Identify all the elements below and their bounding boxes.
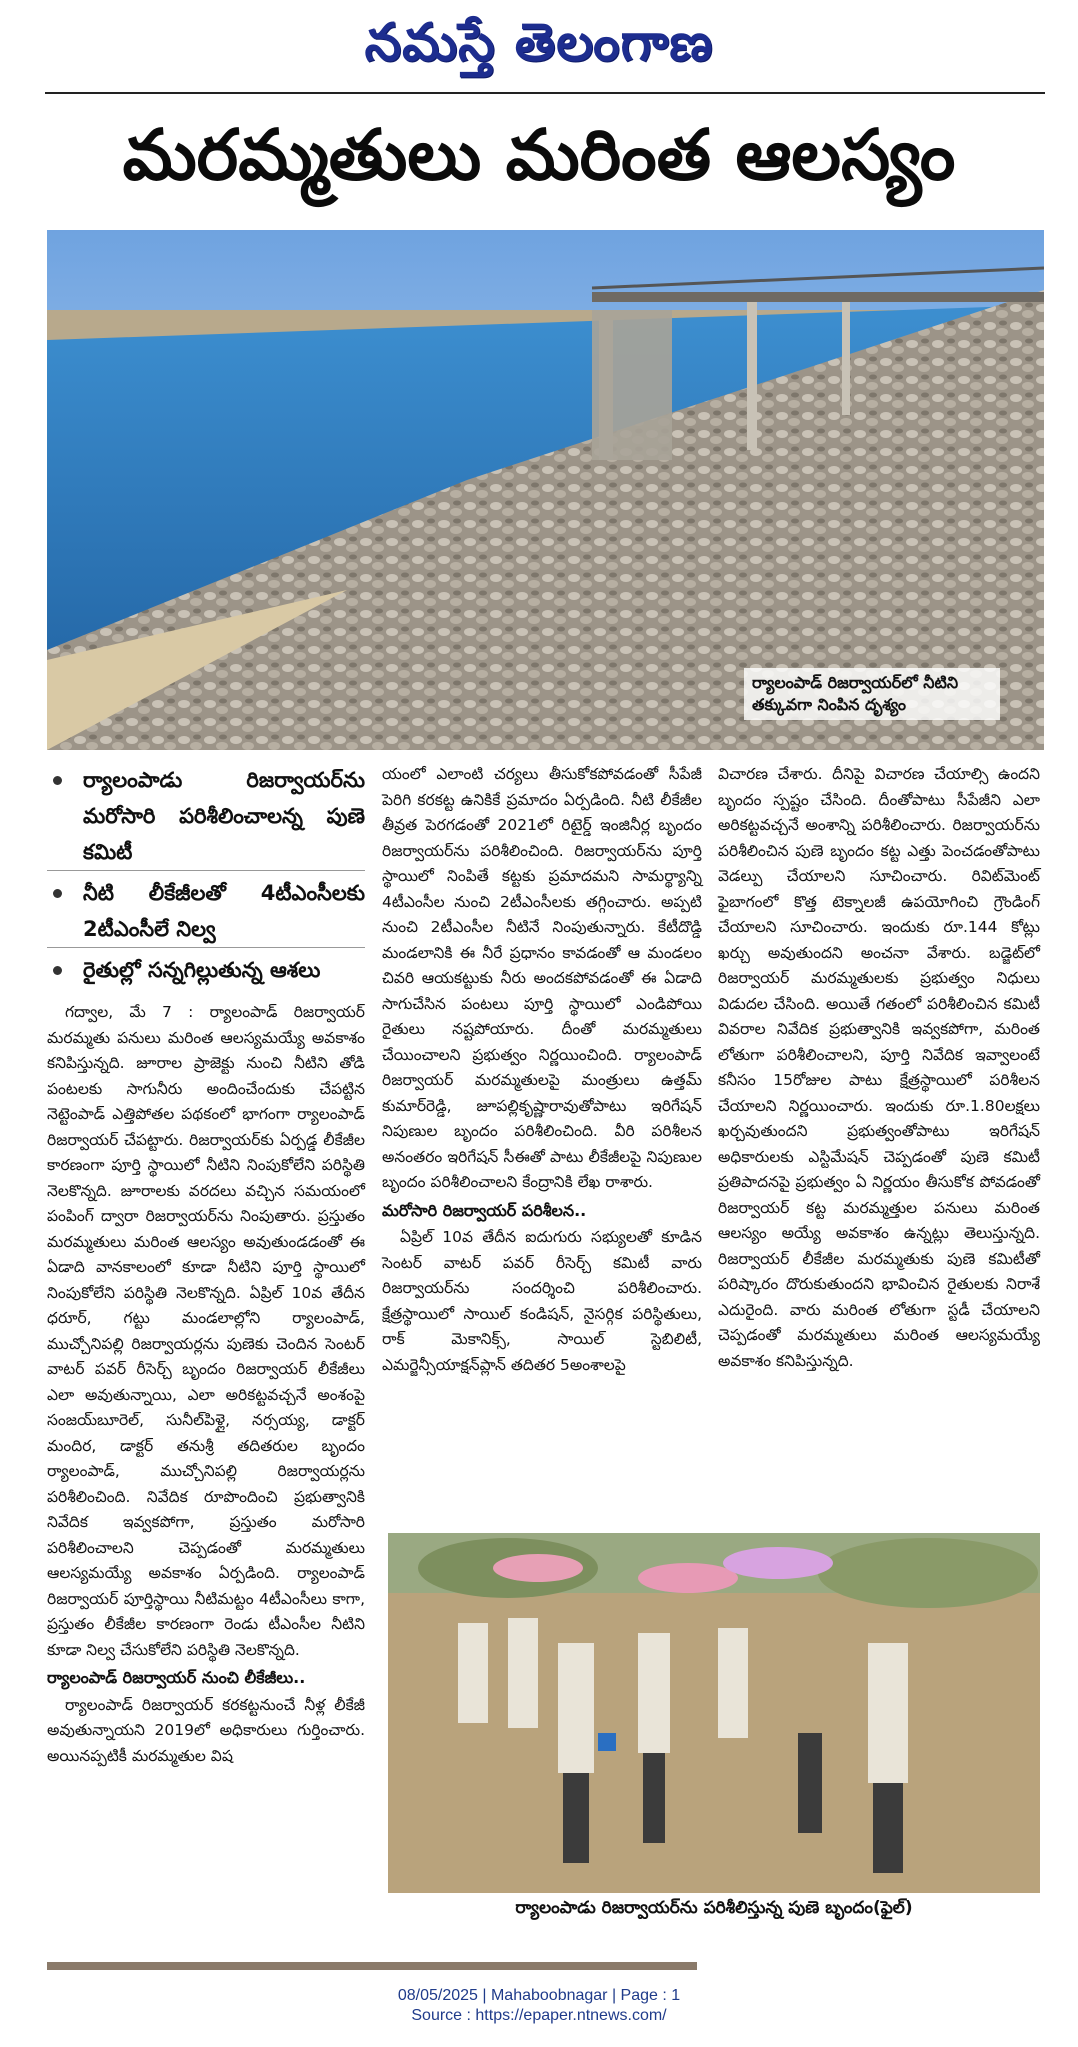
bullet-text: నీటి లీకేజీలతో 4టీఎంసీలకు 2టీఎంసీలే నిల్వ [83,881,365,941]
article-paragraph: ఏప్రిల్ 10వ తేదీన ఐదుగురు సభ్యులతో కూడిన సెంటర్ వాటర్ పవర్ రీసెర్చ్ కమిటీ వారు రిజర్వాయర్‌ను సందర్శించి పరిశీలించారు. క్షేత్రస్థాయిలో సాయిల్ కండిషన్, నైసర్గిక పరిస్థితులు, రాక్ మెకానిక్స్, సాయిల్ స్టెబిలిటీ, ఎమర్జెన్సీయాక్షన్‌ప్లాన్ తదితర 5అంశాలపై [382,1228,702,1374]
article-column-3 [718,762,1040,1374]
section-subhead: మరోసారి రిజర్వాయర్ పరిశీలన.. [382,1200,587,1220]
section-subhead: ర్యాలంపాడ్ రిజర్వాయర్ నుంచి లీకేజీలు.. [47,1668,306,1687]
highlight-bullets [47,762,365,988]
bullet-icon [53,966,62,975]
header-divider [45,92,1045,94]
footer-date-edition: 08/05/2025 | Mahaboobnagar | Page : 1 [397,1987,681,2004]
article-paragraph: యంలో ఎలాంటి చర్యలు తీసుకోకపోవడంతో సీపేజీ పెరిగి కరకట్ట ఉనికికే ప్రమాదం ఏర్పడింది. నీటి లీకేజీల తీవ్రత పెరగడంతో 2021లో రిటైర్డ్ ఇంజినీర్ల బృందం రిజర్వాయర్‌ను పరిశీలించింది. రిజర్వాయర్‌ను పూర్తి స్థాయిలో నింపితే కట్టకు ప్రమాదమని సామర్థ్యాన్ని 4టీఎంసీల నుంచి 2టీఎంసీలకు తగ్గించారు. అప్పటి నుంచి 2టీఎంసీల నీటినే నింపుతున్నారు. కేటీదొడ్డి మండలానికి ఈ నీరే ప్రధానం కావడంతో ఆ మండలం చివరి ఆయకట్టుకు నీరు అందకపోవడంతో ఈ ఏడాది సాగుచేసిన పంటలు పూర్తి స్థాయిలో ఎండిపోయి రైతులు నష్టపోయారు. దీంతో మరమ్మతులు చేయించాలని ప్రభుత్వం నిర్ణయించింది. ర్యాలంపాడ్ రిజర్వాయర్ మరమ్మతులపై మంత్రులు ఉత్తమ్ కుమార్‌రెడ్డి, జూపల్లికృష్ణారావుతోపాటు ఇరిగేషన్ నిపుణుల బృందం పరిశీలించింది. వీరి పరిశీలన అనంతరం ఇరిగేషన్ సీఈతో పాటు లీకేజీలపై నిపుణుల బృందం పరిశీలించాలని కేంద్రానికి లేఖ రాశారు. [382,765,702,1191]
reservoir-photo-caption: ర్యాలంపాడ్ రిజర్వాయర్‌లో నీటిని తక్కువగా నింపిన దృశ్యం [744,668,1000,720]
footer-source: Source : https://epaper.ntnews.com/ [411,2007,667,2024]
inspection-team-photo [388,1533,1040,1893]
page-footer [0,1986,1078,2026]
article-column-2 [382,762,702,1378]
masthead-logo: నమస్తే తెలంగాణ [364,12,714,73]
article-paragraph: విచారణ చేశారు. దీనిపై విచారణ చేయాల్సి ఉందని బృందం స్పష్టం చేసింది. దీంతోపాటు సీపేజీని ఎలా అరికట్టవచ్చనే అంశాన్ని పరిశీలించారు. రిజర్వాయర్‌ను పరిశీలించిన పుణె బృందం కట్ట ఎత్తు పెంచడంతోపాటు వెడల్పు చేయాలని సూచించారు. రివిట్‌మెంట్ ఫైబాగంలో కొత్త టెక్నాలజీ ఉపయోగించి గ్రౌండింగ్ చేయాలని సూచించారు. ఇందుకు రూ.144 కోట్లు ఖర్చు అవుతుందని అంచనా వేశారు. బడ్జెట్‌లో రిజర్వాయర్ మరమ్మతులకు ప్రభుత్వం నిధులు విడుదల చేసింది. అయితే గతంలో పరిశీలించిన కమిటీ వివరాల నివేదిక ప్రభుత్వానికి ఇవ్వకపోగా, మరింత లోతుగా పరిశీలించాలని, పూర్తి నివేదిక ఇవ్వాలంటే కనీసం 15రోజుల పాటు క్షేత్రస్థాయిలో పరిశీలన చేయాలని నిర్ణయించారు. ఇందుకు రూ.1.80లక్షలు ఖర్చవుతుందని ప్రభుత్వంతోపాటు ఇరిగేషన్ అధికారులకు ఎస్టిమేషన్ చెప్పడంతో పుణె కమిటీ ప్రతిపాదనపై ప్రభుత్వం ఏ నిర్ణయం తీసుకోక పోవడంతో రిజర్వాయర్ కట్ట మరమ్మత్తుల పనులు మరింత ఆలస్యం అయ్యే అవకాశం ఉన్నట్లు తెలుస్తున్నది. రిజర్వాయర్ లీకేజీల మరమ్మతుకు పుణె కమిటీతో పరిష్కారం దొరుకుతుందని భావించిన రైతులకు నిరాశే ఎదురైంది. వారు మరింత లోతుగా స్టడీ చేయాలని చెప్పడంతో మరమ్మతులు మరింత ఆలస్యమయ్యే అవకాశం కనిపిస్తున్నది. [718,765,1040,1370]
bullet-icon [53,776,62,785]
inspection-photo-caption: ర్యాలంపాడు రిజర్వాయర్‌ను పరిశీలిస్తున్న పుణె బృందం(ఫైల్) [515,1898,913,1918]
article-paragraph: ర్యాలంపాడ్ రిజర్వాయర్ కరకట్టనుంచే నీళ్ల లీకేజీ అవుతున్నాయని 2019లో అధికారులు గుర్తించారు. అయినప్పటికీ మరమ్మతుల విష [47,1695,365,1765]
article-column-1 [47,762,365,1769]
bottom-photo-strip [47,1962,697,1970]
headline: మరమ్మతులు మరింత ఆలస్యం [122,114,956,196]
bullet-text: ర్యాలంపాడు రిజర్వాయర్‌ను మరోసారి పరిశీలించాలన్న పుణె కమిటీ [83,768,365,864]
bullet-item [47,875,365,948]
bullet-item [47,762,365,871]
bullet-text: రైతుల్లో సన్నగిల్లుతున్న ఆశలు [83,958,321,982]
bullet-item [47,952,365,988]
bullet-icon [53,889,62,898]
article-paragraph: గద్వాల, మే 7 : ర్యాలంపాడ్ రిజర్వాయర్ మరమ్మతు పనులు మరింత ఆలస్యమయ్యే అవకాశం కనిపిస్తున్నది. జూరాల ప్రాజెక్టు నుంచి నీటిని తోడి పంటలకు సాగునీరు అందించేందుకు చేపట్టిన నెట్టెంపాడ్ ఎత్తిపోతల పథకంలో భాగంగా ర్యాలంపాడ్ రిజర్వాయర్ చేపట్టారు. రిజర్వాయర్‌కు ఏర్పడ్డ లీకేజీల కారణంగా పూర్తి స్థాయిలో నీటిని నింపుకోలేని పరిస్థితి నెలకొన్నది. జూరాలకు వరదలు వచ్చిన సమయంలో పంపింగ్ ద్వారా రిజర్వాయర్‌ను నింపుతారు. ప్రస్తుతం మరమ్మతులు మరింత ఆలస్యం అవుతుండడంతో ఈ ఏడాది వానకాలంలో కూడా నీటిని పూర్తి స్థాయిలో నింపుకోలేని పరిస్థితి నెలకొన్నది. ఏప్రిల్ 10వ తేదీన ధరూర్, గట్టు మండలాల్లోని ర్యాలంపాడ్, ముచ్చోనిపల్లి రిజర్వాయర్లను పుణెకు చెందిన సెంటర్ వాటర్ పవర్ రీసెర్చ్ బృందం రిజర్వాయర్ లీకేజీలు ఎలా అవుతున్నాయి, ఎలా అరికట్టవచ్చనే అంశంపై సంజయ్‌బూరెల్, సునీల్‌పిళ్లై, నర్సయ్య, డాక్టర్ మందిర, డాక్టర్ తనుశ్రీ తదితరుల బృందం ర్యాలంపాడ్, ముచ్చోనిపల్లి రిజర్వాయర్లను పరిశీలించింది. నివేదిక రూపొందించి ప్రభుత్వానికి నివేదిక ఇవ్వకపోగా, ప్రస్తుతం మరోసారి పరిశీలించాలని చెప్పడంతో మరమ్మతులు ఆలస్యమయ్యే అవకాశం ఏర్పడింది. ర్యాలంపాడ్ రిజర్వాయర్ పూర్తిస్థాయి నీటిమట్టం 4టీఎంసీలు కాగా, ప్రస్తుతం లీకేజీల కారణంగా రెండు టీఎంసీల నీటిని కూడా నిల్వ చేసుకోలేని పరిస్థితి నెలకొన్నది. [47,1003,365,1659]
